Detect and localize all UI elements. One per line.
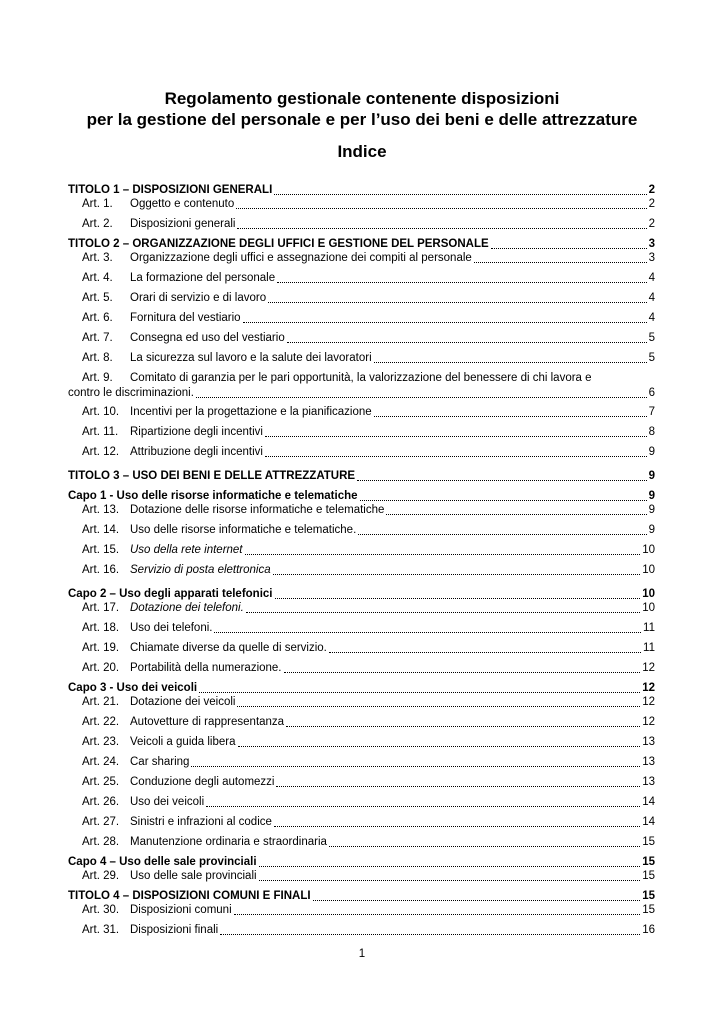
toc-entry-title: Autovetture di rappresentanza [130,716,285,728]
dot-leader [360,490,647,501]
dot-leader [273,564,641,575]
toc-entry-title: TITOLO 1 – DISPOSIZIONI GENERALI [68,184,273,196]
dot-leader [474,252,647,263]
toc-article-number: Art. 24. [82,756,120,768]
dot-leader [206,796,640,807]
toc-page-number: 10 [642,564,655,576]
toc-entry[interactable] [68,903,655,918]
toc-entry[interactable] [68,197,655,212]
dot-leader [259,856,641,867]
dot-leader [234,904,641,915]
toc-page-number: 15 [642,904,655,916]
dot-leader [329,836,640,847]
toc-entry[interactable] [68,715,655,730]
toc-article-number: Art. 2. [82,218,113,230]
toc-page-number: 13 [642,736,655,748]
toc-entry-title: Sinistri e infrazioni al codice [130,816,272,828]
dot-leader [374,406,647,417]
toc-entry[interactable] [68,331,655,346]
toc-page-number: 14 [642,816,655,828]
toc-article-number: Art. 5. [82,292,113,304]
toc-page-number: 15 [642,856,655,868]
toc-article-number: Art. 12. [82,446,120,458]
toc-entry-title: Capo 4 – Uso delle sale provinciali [68,856,257,868]
document-title-line-2: per la gestione del personale e per l’uso dei beni e delle attrezzature [86,110,638,129]
toc-article-number: Art. 19. [82,642,120,654]
toc-article-number: Art. 10. [82,406,120,418]
dot-leader [214,622,641,633]
dot-leader [246,602,640,613]
toc-article-number: Art. 4. [82,272,113,284]
toc-entry-continuation[interactable] [68,386,655,401]
toc-section-heading[interactable] [68,183,655,198]
dot-leader [237,696,640,707]
toc-entry[interactable] [68,291,655,306]
toc-page-number: 8 [648,426,655,438]
toc-entry-title: Chiamate diverse da quelle di servizio. [130,642,327,654]
dot-leader [265,446,647,457]
toc-entry-title: Ripartizione degli incentivi [130,426,263,438]
toc-page-number: 5 [648,332,655,344]
dot-leader [274,184,646,195]
toc-article-number: Art. 20. [82,662,120,674]
toc-page-number: 12 [642,696,655,708]
toc-article-number: Art. 18. [82,622,120,634]
dot-leader [237,218,646,229]
toc-entry-title: Uso dei veicoli [130,796,205,808]
toc-page-number: 10 [642,588,655,600]
toc-entry[interactable] [68,815,655,830]
toc-page-number: 13 [642,756,655,768]
toc-entry-title: La formazione del personale [130,272,276,284]
toc-entry-title: Servizio di posta elettronica [130,564,271,576]
toc-page-number: 12 [642,682,655,694]
toc-article-number: Art. 9. [82,372,113,384]
dot-leader [199,682,640,693]
toc-entry[interactable] [68,621,655,636]
toc-entry-title: Dotazione delle risorse informatiche e telematiche [130,504,385,516]
dot-leader [277,272,646,283]
toc-entry-title: Oggetto e contenuto [130,198,235,210]
toc-article-number: Art. 14. [82,524,120,536]
toc-article-number: Art. 13. [82,504,120,516]
toc-entry[interactable] [68,351,655,366]
toc-entry-title: Dotazione dei veicoli [130,696,236,708]
toc-page-number: 9 [648,490,655,502]
toc-section-heading[interactable] [68,469,655,484]
toc-page-number: 4 [648,312,655,324]
toc-entry-title: Uso delle risorse informatiche e telematiche. [130,524,357,536]
toc-entry-title: Portabilità della numerazione. [130,662,282,674]
toc-entry-title: Dotazione dei telefoni. [130,602,244,614]
toc-entry-title: Disposizioni generali [130,218,236,230]
dot-leader [374,352,647,363]
toc-entry[interactable] [68,869,655,884]
toc-entry-title: La sicurezza sul lavoro e la salute dei lavoratori [130,352,372,364]
toc-article-number: Art. 11. [82,426,119,438]
toc-entry[interactable] [68,755,655,770]
toc-page-number: 2 [648,184,655,196]
toc-entry-title: Consegna ed uso del vestiario [130,332,285,344]
toc-article-number: Art. 21. [82,696,120,708]
dot-leader [284,662,641,673]
toc-page-number: 2 [648,218,655,230]
toc-article-number: Art. 8. [82,352,113,364]
toc-page-number: 2 [648,198,655,210]
toc-page-number: 14 [642,796,655,808]
toc-page-number: 7 [648,406,655,418]
toc-entry[interactable] [68,311,655,326]
toc-entry[interactable] [68,661,655,676]
toc-page-number: 15 [642,870,655,882]
toc-entry[interactable] [68,563,655,578]
toc-section-heading[interactable] [68,855,655,870]
toc-entry[interactable] [68,601,655,616]
toc-entry-title: Capo 3 - Uso dei veicoli [68,682,198,694]
dot-leader [386,504,646,515]
toc-page-number: 6 [648,387,655,399]
dot-leader [275,588,641,599]
dot-leader [238,736,641,747]
toc-entry[interactable] [68,217,655,232]
toc-page-number: 15 [642,836,655,848]
toc-article-number: Art. 17. [82,602,120,614]
dot-leader [243,312,647,323]
toc-entry[interactable] [68,405,655,420]
toc-entry-title: TITOLO 2 – ORGANIZZAZIONE DEGLI UFFICI E GESTIONE DEL PERSONALE [68,238,489,250]
dot-leader [196,387,647,398]
toc-page-number: 13 [642,776,655,788]
toc-article-number: Art. 25. [82,776,120,788]
toc-page-number: 10 [642,544,655,556]
index-heading: Indice [337,142,387,161]
toc-page-number: 12 [642,716,655,728]
toc-page-number: 10 [642,602,655,614]
toc-article-number: Art. 31. [82,924,120,936]
toc-page-number: 11 [643,642,655,654]
toc-entry[interactable] [68,695,655,710]
toc-article-number: Art. 16. [82,564,120,576]
toc-page-number: 11 [643,622,655,634]
toc-entry-title: Uso delle sale provinciali [130,870,257,882]
toc-entry-title: Disposizioni comuni [130,904,232,916]
dot-leader [274,816,640,827]
toc-entry-title: Veicoli a guida libera [130,736,236,748]
toc-article-number: Art. 23. [82,736,120,748]
dot-leader [313,890,641,901]
toc-entry[interactable] [68,923,655,938]
toc-page-number: 9 [648,470,655,482]
dot-leader [236,198,646,209]
toc-article-number: Art. 7. [82,332,113,344]
toc-entry-title: Orari di servizio e di lavoro [130,292,267,304]
toc-page-number: 12 [642,662,655,674]
toc-page-number: 9 [648,504,655,516]
dot-leader [220,924,640,935]
toc-entry-title: Conduzione degli automezzi [130,776,275,788]
toc-entry[interactable] [68,503,655,518]
dot-leader [191,756,640,767]
toc-page-number: 3 [648,252,655,264]
toc-article-number: Art. 22. [82,716,120,728]
toc-entry[interactable] [68,641,655,656]
toc-article-number: Art. 27. [82,816,120,828]
toc-entry-title: TITOLO 3 – USO DEI BENI E DELLE ATTREZZATURE [68,470,356,482]
toc-section-heading[interactable] [68,587,655,602]
toc-entry-title: Fornitura del vestiario [130,312,241,324]
toc-entry-title: Incentivi per la progettazione e la pianificazione [130,406,372,418]
toc-article-number: Art. 28. [82,836,120,848]
toc-entry[interactable] [68,543,655,558]
toc-entry-title: Uso della rete internet [130,544,243,556]
toc-entry-title: Capo 2 – Uso degli apparati telefonici [68,588,273,600]
dot-leader [491,238,647,249]
dot-leader [286,716,640,727]
toc-page-number: 3 [648,238,655,250]
toc-article-number: Art. 6. [82,312,113,324]
toc-entry-title: Manutenzione ordinaria e straordinaria [130,836,327,848]
toc-entry[interactable] [68,271,655,286]
toc-entry-title: Comitato di garanzia per le pari opportunità, la valorizzazione del benessere di chi lavora e [130,372,592,384]
dot-leader [329,642,641,653]
toc-article-number: Art. 29. [82,870,120,882]
dot-leader [357,470,647,481]
page-number: 1 [358,948,366,960]
toc-page-number: 9 [648,446,655,458]
toc-entry[interactable] [68,775,655,790]
dot-leader [358,524,646,535]
dot-leader [268,292,646,303]
dot-leader [259,870,641,881]
toc-entry[interactable] [68,835,655,850]
toc-article-number: Art. 3. [82,252,113,264]
toc-entry-title: Disposizioni finali [130,924,219,936]
toc-entry-title: Capo 1 - Uso delle risorse informatiche e telematiche [68,490,358,502]
toc-page-number: 4 [648,272,655,284]
toc-page-number: 15 [642,890,655,902]
toc-entry[interactable] [68,795,655,810]
toc-entry-title: Car sharing [130,756,190,768]
toc-entry-title-continued: contro le discriminazioni. [68,387,194,399]
toc-page-number: 5 [648,352,655,364]
toc-section-heading[interactable] [68,237,655,252]
dot-leader [287,332,647,343]
toc-article-number: Art. 15. [82,544,120,556]
toc-entry-title: TITOLO 4 – DISPOSIZIONI COMUNI E FINALI [68,890,311,902]
toc-entry[interactable] [68,735,655,750]
toc-entry[interactable] [68,251,655,266]
toc-page-number: 9 [648,524,655,536]
toc-section-heading[interactable] [68,681,655,696]
toc-page-number: 4 [648,292,655,304]
toc-section-heading[interactable] [68,889,655,904]
toc-entry[interactable] [68,445,655,460]
dot-leader [265,426,647,437]
toc-section-heading[interactable] [68,489,655,504]
toc-entry-title: Uso dei telefoni. [130,622,213,634]
toc-entry[interactable] [68,425,655,440]
toc-entry[interactable] [68,371,655,386]
toc-page-number: 16 [642,924,655,936]
toc-article-number: Art. 30. [82,904,120,916]
document-title-line-1: Regolamento gestionale contenente disposizioni [164,89,560,108]
toc-article-number: Art. 1. [82,198,113,210]
toc-article-number: Art. 26. [82,796,120,808]
toc-entry[interactable] [68,523,655,538]
dot-leader [245,544,641,555]
dot-leader [276,776,640,787]
toc-entry-title: Organizzazione degli uffici e assegnazione dei compiti al personale [130,252,472,264]
toc-entry-title: Attribuzione degli incentivi [130,446,263,458]
